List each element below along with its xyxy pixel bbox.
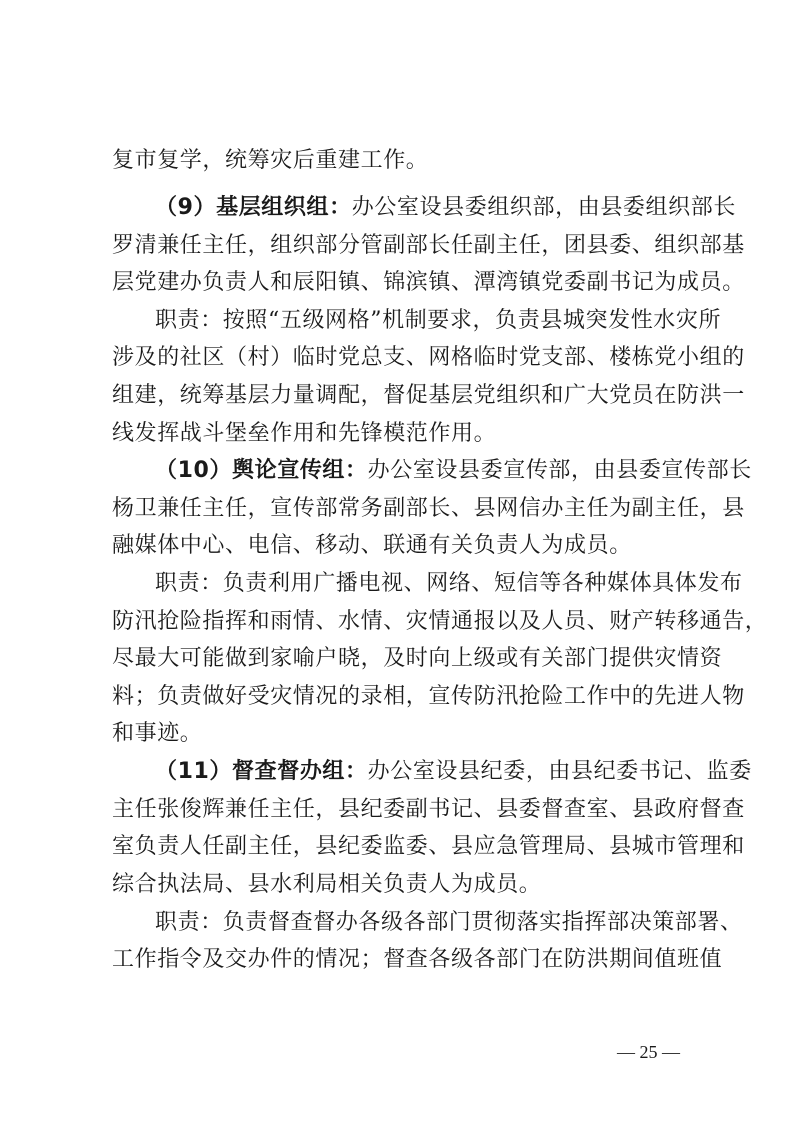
text-line [112,345,745,371]
line-text: 料；负责做好受灾情况的录相，宣传防汛抢险工作中的先进人物 [112,684,745,709]
text-line [112,721,202,747]
text-line [112,148,428,174]
text-line [112,496,745,522]
line-text: 办公室设县委宣传部，由县委宣传部长 [367,458,752,483]
text-line [112,947,722,973]
section-heading-line [155,759,752,785]
line-text: 复市复学，统筹灾后重建工作。 [112,148,429,173]
line-text: 职责：负责督查督办各级各部门贯彻落实指挥部决策部署、 [155,910,743,935]
line-text: 杨卫兼任主任，宣传部常务副部长、县网信办主任为副主任，县 [112,496,745,521]
text-line [112,797,745,823]
section-heading: （10）舆论宣传组： [155,458,368,483]
text-line [112,872,541,898]
line-text: 室负责人任副主任，县纪委监委、县应急管理局、县城市管理和 [112,834,745,859]
line-text: 层党建办负责人和辰阳镇、锦滨镇、潭湾镇党委副书记为成员。 [112,270,745,295]
text-line [112,684,745,710]
text-line [155,910,743,936]
line-text: 办公室设县纪委，由县纪委书记、监委 [367,759,752,784]
line-text: 线发挥战斗堡垒作用和先锋模范作用。 [112,421,497,446]
text-line [112,834,745,860]
text-line [112,646,722,672]
text-line [155,571,743,597]
section-heading: （9）基层组织组： [155,195,352,220]
text-line [112,270,745,296]
line-text: 防汛抢险指挥和雨情、水情、灾情通报以及人员、财产转移通告， [112,609,768,634]
line-text: 职责：按照“五级网格”机制要求，负责县城突发性水灾所 [155,308,722,333]
line-text: 罗清兼任主任，组织部分管副部长任副主任，团县委、组织部基 [112,233,745,258]
line-text: 主任张俊辉兼任主任，县纪委副书记、县委督查室、县政府督查 [112,797,745,822]
section-heading: （11）督查督办组： [155,759,368,784]
page-number: — 25 — [617,1042,680,1062]
section-heading-line [155,195,736,221]
text-line [155,308,721,334]
line-text: 综合执法局、县水利局相关负责人为成员。 [112,872,542,897]
text-line [112,233,745,259]
section-heading-line [155,458,752,484]
line-text: 工作指令及交办件的情况；督查各级各部门在防洪期间值班值 [112,947,723,972]
line-text: 涉及的社区（村）临时党总支、网格临时党支部、楼栋党小组的 [112,345,745,370]
text-line [112,609,767,635]
text-line [112,421,496,447]
line-text: 组建，统筹基层力量调配，督促基层党组织和广大党员在防洪一 [112,383,745,408]
line-text: 融媒体中心、电信、移动、联通有关负责人为成员。 [112,533,632,558]
line-text: 和事迹。 [112,721,203,746]
text-line [112,383,745,409]
line-text: 办公室设县委组织部，由县委组织部长 [351,195,736,220]
text-line [112,533,632,559]
line-text: 尽最大可能做到家喻户晓，及时向上级或有关部门提供灾情资 [112,646,723,671]
line-text: 职责：负责利用广播电视、网络、短信等各种媒体具体发布 [155,571,743,596]
